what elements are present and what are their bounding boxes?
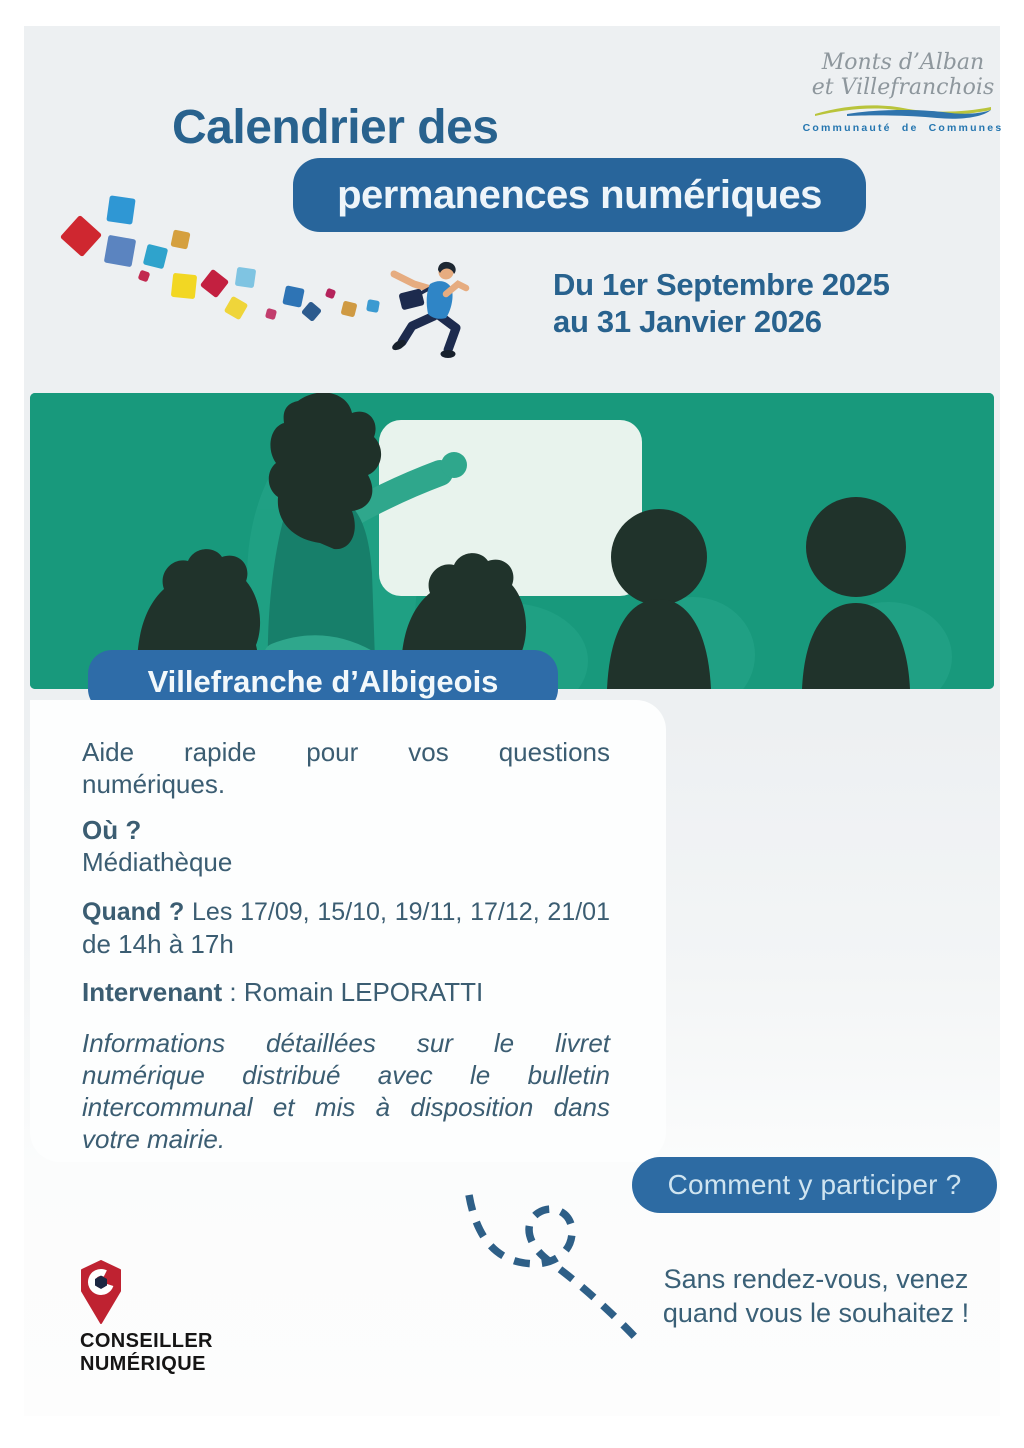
date-range	[553, 266, 890, 340]
ou-value: Médiathèque	[82, 847, 233, 877]
date-line1: Du 1er Septembre 2025	[553, 267, 890, 302]
running-person-illustration	[388, 258, 476, 368]
community-logo	[800, 50, 1006, 134]
date-line2: au 31 Janvier 2026	[553, 304, 822, 339]
aide-paragraph	[82, 736, 610, 800]
dashed-trail-icon	[445, 1185, 655, 1355]
confetti-square	[235, 267, 256, 288]
page-title: Calendrier des	[172, 101, 499, 154]
confetti-square	[106, 195, 135, 224]
workshop-banner	[30, 393, 994, 689]
info-line3: intercommunal et mis à disposition dans	[82, 1092, 610, 1122]
confetti-square	[170, 229, 190, 249]
participate-badge-label: Comment y participer ?	[667, 1169, 962, 1200]
logo-script-line1: Monts d’Alban	[821, 50, 985, 75]
participate-text	[648, 1262, 984, 1330]
ou-block	[82, 814, 610, 878]
logo-script-line2: et Villefranchois	[811, 75, 995, 100]
info-card	[30, 700, 666, 1162]
confetti-square	[104, 235, 136, 267]
conseiller-line2: NUMÉRIQUE	[80, 1353, 206, 1375]
confetti-square	[171, 273, 197, 299]
title-badge-label: permanences numériques	[337, 172, 822, 217]
title-badge	[293, 158, 866, 232]
quand-block	[82, 896, 610, 960]
aide-line1: Aide rapide pour vos questions	[82, 737, 610, 767]
participate-line2: quand vous le souhaitez !	[662, 1298, 970, 1328]
info-line1: Informations détaillées sur le livret	[82, 1028, 610, 1058]
participate-line1: Sans rendez-vous, venez	[663, 1264, 969, 1294]
quand-label: Quand ?	[82, 898, 185, 926]
intervenant-label: Intervenant	[82, 977, 223, 1007]
intervenant-block	[82, 976, 610, 1008]
quand-line2: de 14h à 17h	[82, 929, 234, 959]
conseiller-numerique-pin-icon	[78, 1260, 124, 1326]
participate-badge	[632, 1157, 997, 1213]
ou-label: Où ?	[82, 815, 142, 845]
location-badge-label: Villefranche d’Albigeois	[147, 663, 499, 699]
logo-swoosh-icon	[813, 101, 993, 119]
confetti-square	[282, 285, 305, 308]
aide-line2: numériques.	[82, 769, 226, 799]
quand-dates: Les 17/09, 15/10, 19/11, 17/12, 21/01	[192, 898, 610, 926]
workshop-illustration	[30, 393, 994, 689]
conseiller-line1: CONSEILLER	[80, 1330, 213, 1352]
logo-subtitle: Communauté de Communes	[802, 122, 1004, 134]
quand-line1	[82, 896, 610, 928]
confetti-square	[366, 299, 380, 313]
intervenant-value: : Romain LEPORATTI	[229, 977, 484, 1007]
info-line2: numérique distribué avec le bulletin	[82, 1060, 610, 1090]
info-paragraph	[82, 1027, 610, 1155]
info-line4: votre mairie.	[82, 1124, 226, 1154]
conseiller-numerique-label	[80, 1330, 213, 1376]
